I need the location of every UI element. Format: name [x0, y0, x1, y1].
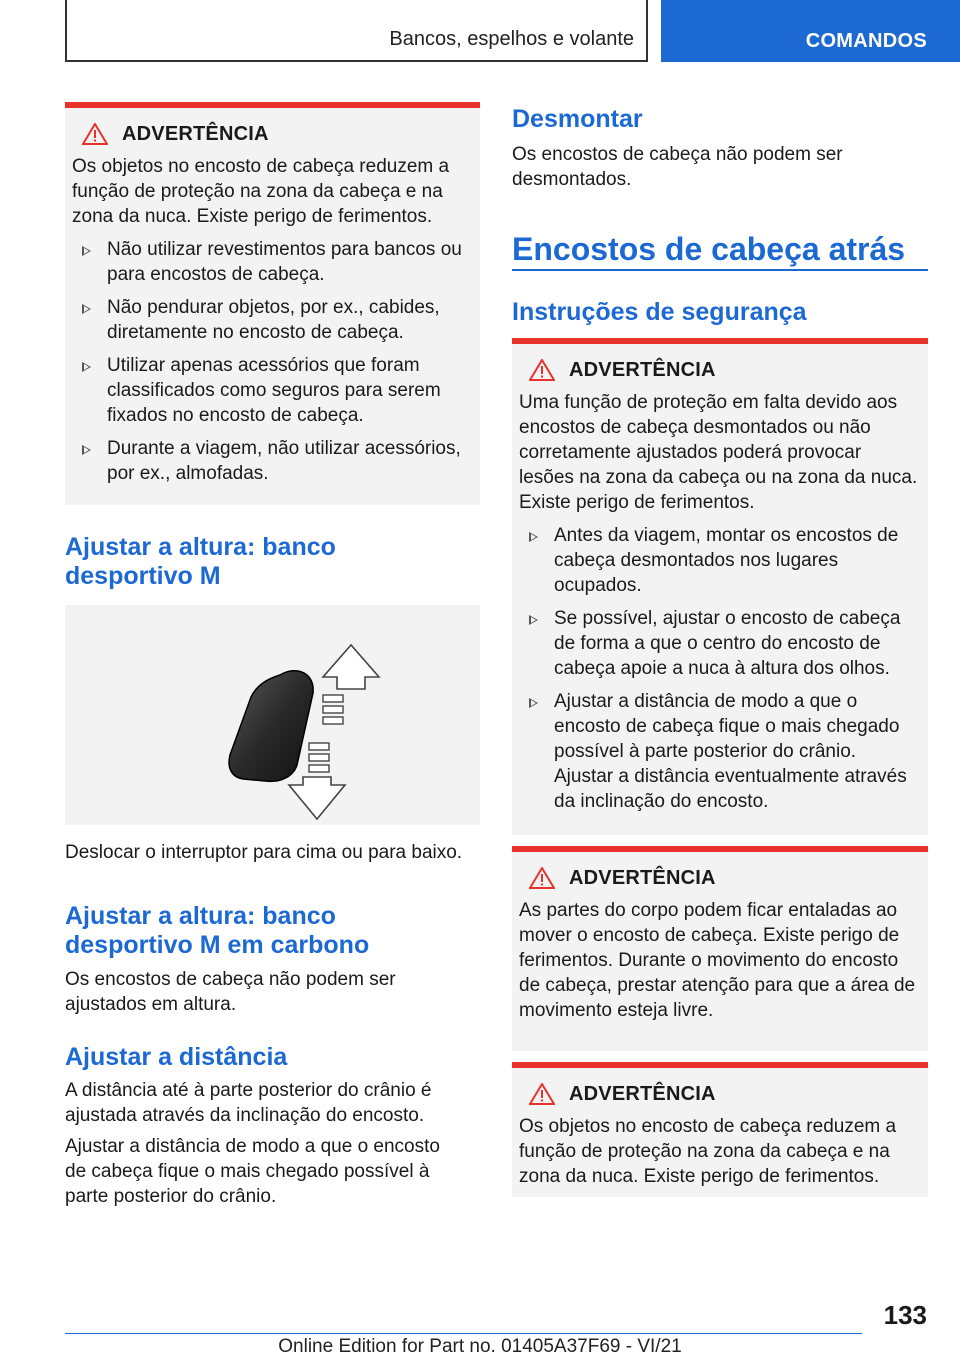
list-item: Não utilizar revestimentos para bancos ou para encostos de cabeça. [72, 237, 470, 287]
warning-triangle-icon [82, 123, 108, 145]
headrest-switch-figure [65, 605, 480, 825]
header-section-box [65, 0, 648, 62]
warning-title: ADVERTÊNCIA [122, 122, 269, 145]
warning-text: As partes do corpo podem ficar entaladas ao mover o encosto de cabeça. Existe perigo de ferimentos. Durante o movimento do encosto de cabeça, prestar atenção para que a área de movimento esteja livre. [519, 900, 916, 1021]
list-item: Ajustar a distância de modo a que o encosto de cabeça fique o mais chegado possível à parte posterior do crânio. Ajustar a distância eventualmente através da inclinação do encosto. [519, 689, 918, 814]
warning-triangle-icon [529, 867, 555, 889]
heading-rear-headrests: Encostos de cabeça atrás [512, 231, 906, 267]
bullet-triangle-icon [82, 445, 91, 455]
bullet-triangle-icon [82, 362, 91, 372]
heading-distance: Ajustar a distância [65, 1043, 288, 1071]
chapter-title: COMANDOS [805, 30, 927, 52]
list-item: Se possível, ajustar o encosto de cabeça de forma a que o centro do encosto de cabeça apoie a nuca à altura dos olhos. [519, 606, 918, 681]
warning-title: ADVERTÊNCIA [569, 866, 716, 889]
warning-triangle-icon [529, 359, 555, 381]
warning-list [519, 523, 918, 814]
warning-text: Os objetos no encosto de cabeça reduzem a função de proteção na zona da cabeça e na zona da nuca. Existe perigo de ferimentos. [72, 156, 450, 227]
chapter-tab[interactable] [661, 0, 960, 62]
warning-box-objects-rear [512, 1062, 928, 1197]
bullet-triangle-icon [82, 246, 91, 256]
heading-safety: Instruções de segurança [512, 298, 807, 326]
bullet-triangle-icon [529, 615, 538, 625]
bullet-triangle-icon [529, 698, 538, 708]
warning-box-pinching [512, 846, 928, 1051]
list-item: Utilizar apenas acessórios que foram classificados como seguros para serem fixados no encosto de cabeça. [72, 353, 470, 428]
distance-text-2: Ajustar a distância de modo a que o encosto de cabeça fique o mais chegado possível à parte posterior do crânio. [65, 1136, 440, 1207]
heading-sport-seat: Ajustar a altura: banco desportivo M [65, 533, 336, 590]
heading-remove: Desmontar [512, 105, 643, 133]
footer-divider [65, 1333, 862, 1334]
edition-footer: Online Edition for Part no. 01405A37F69 - VI/21 [278, 1336, 682, 1357]
warning-title: ADVERTÊNCIA [569, 358, 716, 381]
warning-box-missing-protection [512, 338, 928, 835]
list-item: Antes da viagem, montar os encostos de cabeça desmontados nos lugares ocupados. [519, 523, 918, 598]
warning-title: ADVERTÊNCIA [569, 1082, 716, 1105]
bullet-triangle-icon [529, 532, 538, 542]
page-number: 133 [883, 1300, 927, 1330]
title-underline [512, 269, 928, 271]
warning-triangle-icon [529, 1083, 555, 1105]
bullet-triangle-icon [82, 304, 91, 314]
warning-box-objects [65, 102, 480, 505]
headrest-switch-illustration [65, 605, 480, 825]
list-item: Durante a viagem, não utilizar acessórios, por ex., almofadas. [72, 436, 470, 486]
warning-list [72, 237, 470, 486]
remove-text: Os encostos de cabeça não podem ser desmontados. [512, 144, 843, 190]
list-item: Não pendurar objetos, por ex., cabides, diretamente no encosto de cabeça. [72, 295, 470, 345]
warning-text: Uma função de proteção em falta devido aos encostos de cabeça desmontados ou não corretamente ajustados poderá provocar lesões na zona da cabeça ou na zona da nuca. Existe perigo de ferimentos. [519, 392, 918, 513]
section-title: Bancos, espelhos e volante [389, 28, 634, 50]
distance-text-1: A distância até à parte posterior do crânio é ajustada através da inclinação do encosto. [65, 1080, 432, 1126]
sport-seat-caption: Deslocar o interruptor para cima ou para baixo. [65, 842, 463, 863]
heading-carbon-seat: Ajustar a altura: banco desportivo M em carbono [65, 902, 370, 959]
carbon-seat-text: Os encostos de cabeça não podem ser ajustados em altura. [65, 969, 396, 1015]
warning-text: Os objetos no encosto de cabeça reduzem a função de proteção na zona da cabeça e na zona da nuca. Existe perigo de ferimentos. [519, 1116, 897, 1187]
